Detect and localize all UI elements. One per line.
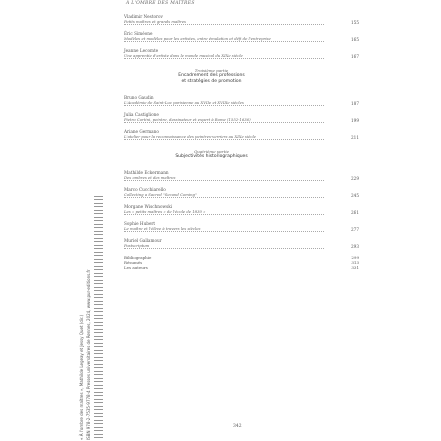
part-label: Troisième partie [194, 68, 229, 73]
toc-entry [124, 129, 359, 140]
part-label: Quatrième partie [194, 149, 229, 154]
toc-group-2 [124, 95, 359, 140]
side-imprint-line: ISBN 978-2-7535-9778-4 Presses universitaires de Rennes, 2024, www.pur-editions.fr [86, 269, 91, 440]
entry-title: Pietro Cortini, peintre, dessinateur et expert à Rome (1552-1636) [124, 117, 324, 123]
entry-title: L'atelier pour la reconnaissance des peintres-verriers au XIXe siècle [124, 134, 324, 140]
entry-title: Postscriptum [124, 243, 324, 249]
edge-barcode [94, 196, 103, 438]
toc-entry [124, 187, 359, 198]
toc-entry [124, 238, 359, 249]
entry-author: Jeanne Lecomte [124, 48, 159, 53]
toc-entry [124, 31, 359, 42]
entry-author: Julia Castiglione [124, 112, 159, 117]
entry-title: Petits maîtres et grands maîtres [124, 19, 324, 25]
back-matter-page: 313 [351, 260, 359, 265]
entry-author: Sophie Hubert [124, 221, 156, 226]
part-title-line: Subjectivités historiographiques [175, 154, 248, 159]
part-title-line: et stratégies de promotion [181, 79, 242, 84]
side-imprint-line: « À l'ombre des maîtres », Mathilde Legeay et Jessy Quet (dir.) [79, 314, 84, 440]
entry-title: Modèles et modèles pour les artistes, entre émulation et défi de l'entreprise [124, 36, 324, 42]
entry-title: Une apprentie d'artiste dans le monde musical du XIXe siècle [124, 53, 324, 59]
entry-author: Bruno Gaudin [124, 95, 154, 100]
entry-page: 229 [351, 176, 359, 181]
table-of-contents [124, 14, 359, 270]
running-header: À L'OMBRE DES MAÎTRES [126, 1, 195, 6]
toc-entry [124, 112, 359, 123]
toc-entry [124, 221, 359, 232]
entry-title: Le maître et l'élève à travers les siècles [124, 226, 324, 232]
entry-page: 165 [351, 37, 359, 42]
toc-entry [124, 48, 359, 59]
back-matter [124, 255, 359, 270]
entry-page: 211 [351, 135, 359, 140]
entry-author: Vladimir Nestorov [124, 14, 163, 19]
page-number: 342 [233, 424, 242, 429]
entry-author: Marco Cucchiarello [124, 187, 166, 192]
entry-title: L'Académie de Saint-Luc parisienne au XVIIe et XVIIIe siècles [124, 100, 324, 106]
entry-page: 187 [351, 101, 359, 106]
part-heading-4 [124, 149, 299, 160]
entry-page: 293 [351, 244, 359, 249]
entry-title: Les « petits maîtres » de l'école de 1830 » [124, 209, 324, 215]
part-title-line: Encadrement des professions [178, 73, 245, 78]
back-matter-page: 299 [351, 255, 359, 260]
back-matter-label: Bibliographie [124, 255, 152, 260]
entry-page: 155 [351, 20, 359, 25]
back-matter-page: 331 [351, 265, 359, 270]
side-imprint [78, 190, 108, 440]
back-matter-row [124, 265, 359, 270]
toc-entry [124, 170, 359, 181]
entry-title: Des ombres et des maîtres [124, 175, 324, 181]
entry-page: 199 [351, 118, 359, 123]
toc-entry [124, 95, 359, 106]
entry-author: Morgane Wischnowski [124, 204, 173, 209]
entry-page: 245 [351, 193, 359, 198]
part-heading-3 [124, 68, 299, 85]
entry-author: Ariane Germano [124, 129, 159, 134]
toc-group-3 [124, 170, 359, 249]
entry-title: Collecting a Sacred "Second Coming" [124, 192, 324, 198]
entry-page: 261 [351, 210, 359, 215]
toc-entry [124, 14, 359, 25]
entry-page: 167 [351, 54, 359, 59]
toc-entry [124, 204, 359, 215]
entry-author: Muriel Gallamour [124, 238, 162, 243]
entry-author: Éric Siméone [124, 31, 153, 36]
toc-group-1 [124, 14, 359, 59]
back-matter-label: Les auteurs [124, 265, 148, 270]
side-imprint-text [78, 190, 108, 440]
entry-author: Mathilde Eckermann [124, 170, 169, 175]
entry-page: 277 [351, 227, 359, 232]
back-matter-label: Résumés [124, 260, 143, 265]
